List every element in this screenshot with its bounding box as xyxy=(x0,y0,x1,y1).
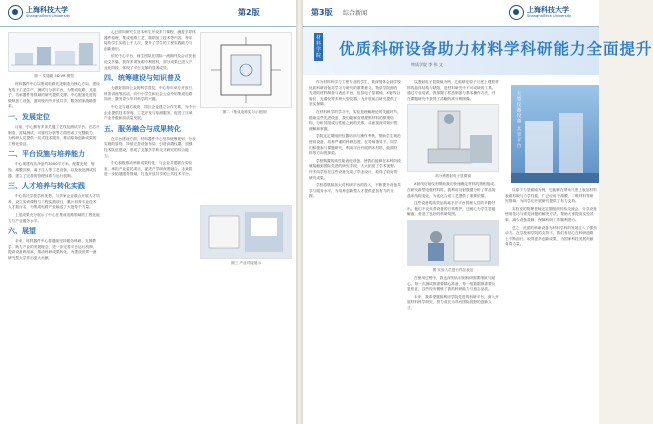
section-heading: 五、服务融合与成果转化 xyxy=(104,124,181,133)
left-page-number: 第2版 xyxy=(238,8,260,17)
section-heading: 六、展望 xyxy=(8,227,36,236)
paragraph: 中心还与地方政府、园区企业建立合作关系，为中小企业提供技术咨询、工艺开发与检测服务，促进了区域产业升级和高质量发展。 xyxy=(104,104,196,121)
section-heading: 一、发展定位 xyxy=(8,112,50,121)
paragraph: 在使用过程中，我也深刻认识到科研需要细致与耐心。每一次测试都需要精心准备，每一组数据都需要反复验证，这些经历锻炼了我的科研能力与意志品质。 xyxy=(407,275,496,292)
microscope-figure xyxy=(407,104,499,172)
paragraph: 材料器件中心以集成电路先进制造为核心方向，建设有电子工艺生产、测试与分析平台，为集成电路、光电子、功率器件等领域的研究提供支撑。中心配备先进的微纳加工设备，面向校内外开放共享，服务国家战略需求。 xyxy=(8,82,100,109)
vr-model-figure xyxy=(8,32,100,72)
university-name-en: ShanghaiTech University xyxy=(26,14,71,18)
vr-model-image xyxy=(9,33,99,71)
left-column-2 xyxy=(104,30,196,418)
fig2-caption: 图二（集成电路实习示意图） xyxy=(222,110,270,114)
paragraph: 目前，中心拥有多条关键工艺线及测试平台，在芯片制造、封装测试、可靠性分析等方面形成了完整能力，为科研人员提供一站式技术服务，推动原始创新成果的工程化验证。 xyxy=(8,124,100,146)
paragraph: 未来，我希望继续利用学院先进的科研平台，深入开展材料科学研究，努力成长为具有国际视野的创新人才。 xyxy=(407,294,499,310)
right-page xyxy=(303,0,653,424)
paragraph: X射线衍射仪则帮助我们快速确定材料的物相组成。在研究新型电极材料时，我利用衍射数据分析了样品的晶体结构变化，为优化合成工艺提供了重要依据。 xyxy=(407,182,498,198)
paragraph: 学校将继续加大对科研平台的投入，不断提升设备共享与服务水平，为培养创新型人才提供更加有力的支撑。 xyxy=(309,183,401,199)
left-page-header xyxy=(0,0,296,27)
paragraph: 在平台建设方面，材料器件中心坚持统筹规划、分步实施的原则，持续完善设备布局，引进高端仪器，加强技术队伍建设，形成了支撑多学科交叉研究的综合能力。 xyxy=(104,136,196,158)
equipment-photo-image xyxy=(511,85,599,183)
microscope-image xyxy=(408,105,498,171)
section-heading: 三、人才培养与转化实践 xyxy=(8,182,85,191)
microscope-caption: 高分辨透射电子显微镜 xyxy=(435,174,471,179)
paragraph: 上述成果充分展示了中心在集成电路领域的工程化能力与产业服务水平。 xyxy=(8,212,100,223)
lab-figure xyxy=(407,220,499,266)
chip-schematic-image xyxy=(201,33,291,107)
paragraph: 以透射电子显微镜为例，它能够在原子尺度上观察材料的晶体结构与缺陷，是材料研究中不可或缺的工具。通过专业培训，我掌握了样品制备与基本操作方法，并在课题研究中获得了清晰的高分辨图像。 xyxy=(407,80,499,101)
lab-image xyxy=(408,221,498,265)
paragraph: 为做好面向公众的科学普及，中心每年举办开放日、科普讲座等活动，向中小学生和社会公众介绍集成电路知识，激发青少年对科学的兴趣。 xyxy=(104,86,196,102)
lab-caption: 图 实验人员进行样品表征 xyxy=(432,267,474,272)
university-logo-icon xyxy=(8,5,23,20)
industry-display-image xyxy=(201,206,291,258)
left-column-1 xyxy=(8,30,100,418)
banner-side-label: 材料学院 xyxy=(315,35,321,59)
university-logo-icon xyxy=(509,5,524,20)
equipment-photo xyxy=(511,85,599,183)
paragraph: 总之，优质的科研设备为材料学科的发展注入了强劲动力。在学校和学院的支持下，我们有信心在科研道路上不断前行，取得更多创新成果，为国家科技发展贡献青春力量。 xyxy=(505,225,597,247)
paragraph: 未来，材料器件中心将继续坚持服务科研、支撑教学、助力产业的发展理念，进一步完善平台运行机制，提高设备利用率，推动科研成果转化，为建设世界一流研究型大学作出更大贡献。 xyxy=(8,239,97,260)
left-page xyxy=(0,0,296,424)
right-page-number: 第3版 xyxy=(311,8,333,17)
paragraph: 学院还定期组织仪器培训与操作考核，帮助学生规范使用设备，培养严谨的科研态度。在导师指导下，同学们积极参与课题研究，利用平台开展纳米材料、能源材料等方向的探索。 xyxy=(309,134,401,156)
paragraph: 这些设备的高效运转离不开平台管理人员的辛勤付出。他们不仅负责设备的日常维护，还耐心为学生答疑解惑，营造了良好的科研氛围。 xyxy=(407,201,496,217)
paragraph: 以原子力显微镜为例，它能够在纳米尺度上表征材料表面形貌与力学性能，广泛应用于薄膜、二维材料等研究领域，为同学们开展研究提供了有力支持。 xyxy=(505,188,597,204)
paragraph: 作为材料科学与工程专业的学生，我深刻体会到学校优质科研设备对学习与研究的重要意义。物质学院拥有先进的材料制备与表征平台，包括电子显微镜、X射线衍射仪、光谱仪等多种大型仪器，为开展前沿研究提供了坚实保障。 xyxy=(309,80,401,107)
chip-schematic-figure xyxy=(200,32,292,108)
paragraph: 依托中心平台，师生团队在国际一流期刊及会议发表论文多篇，获得多项发明专利授权，部分成果已进入产业化阶段，体现了平台支撑的显著成效。 xyxy=(104,54,196,70)
industry-display-figure xyxy=(200,205,292,259)
article-byline: 物质学院 李 伟 文 xyxy=(411,62,443,67)
paragraph: 实验室的管理老师还定期组织经验交流会，分享设备使用技巧与常见问题的解决方法，帮助大家提高实验效率，减少设备故障，保障科研工作顺利进行。 xyxy=(505,206,597,222)
right-column-1 xyxy=(309,80,401,418)
right-column-2 xyxy=(407,80,499,418)
university-name: 上海科技大学 xyxy=(26,6,68,14)
paragraph: 中心积极推动科研成果转化，与企业共建联合实验室，承担产业委托项目，促进产学研深度融合。未来将进一步拓展服务领域，打造开放共享的公共技术平台。 xyxy=(104,161,193,177)
paragraph: 中心依托学校学科优势，与多家企业联合开展人才培养，设立实训课程与工程实践项目，累计培养专业技术人才数百名，为集成电路产业输送了大批骨干力量。 xyxy=(8,194,100,210)
paragraph: 中心现建有洁净室约3000平方米，配置光刻、刻蚀、薄膜沉积、离子注入等工艺设备，以及表征测试仪器，建立了完善的管理体系与运行机制。 xyxy=(8,162,97,178)
paragraph: 学校购置的高性能表征设备，使我们能够在本科阶段就接触到国际先进的研究手段，大大拓宽了学术视野。许多同学依托这些设备完成了毕业设计，取得了较好的研究成果。 xyxy=(309,158,401,180)
right-page-name: 综合新闻 xyxy=(343,10,368,17)
article-banner xyxy=(303,27,653,75)
photo-vertical-text: 大型仪器设备 共享平台 xyxy=(516,91,521,149)
page-gutter xyxy=(296,0,303,424)
left-column-3 xyxy=(200,30,292,418)
university-name: 上海科技大学 xyxy=(527,6,569,14)
right-page-header xyxy=(303,0,599,27)
section-heading: 四、统筹建设与知识普及 xyxy=(104,74,181,83)
fig1-caption: 图一 实施硬 3D-VR 模型 xyxy=(34,74,74,78)
paragraph: 心已面向研究生及本科生开设多门课程，涵盖半导体器件原理、集成电路工艺、微纳加工技术等内容，每年接待学生实践上千人次，提升了学生的工程实践能力与创新意识。 xyxy=(104,30,196,51)
paragraph: 在材料科学的学习中，实验是理解理论的关键环节。借助这些先进设备，我们能够直观观察材料的微观结构，分析其组成与性能之间的关系，从而加深对知识的理解和掌握。 xyxy=(309,109,401,131)
article-title: 优质科研设备助力材料学科研能力全面提升 xyxy=(339,40,653,58)
university-name-en: ShanghaiTech University xyxy=(527,14,572,18)
right-column-3 xyxy=(505,188,597,418)
section-heading: 二、平台设施与培养能力 xyxy=(8,150,85,159)
fig3-caption: 图三 产业对接展示 xyxy=(231,261,261,265)
